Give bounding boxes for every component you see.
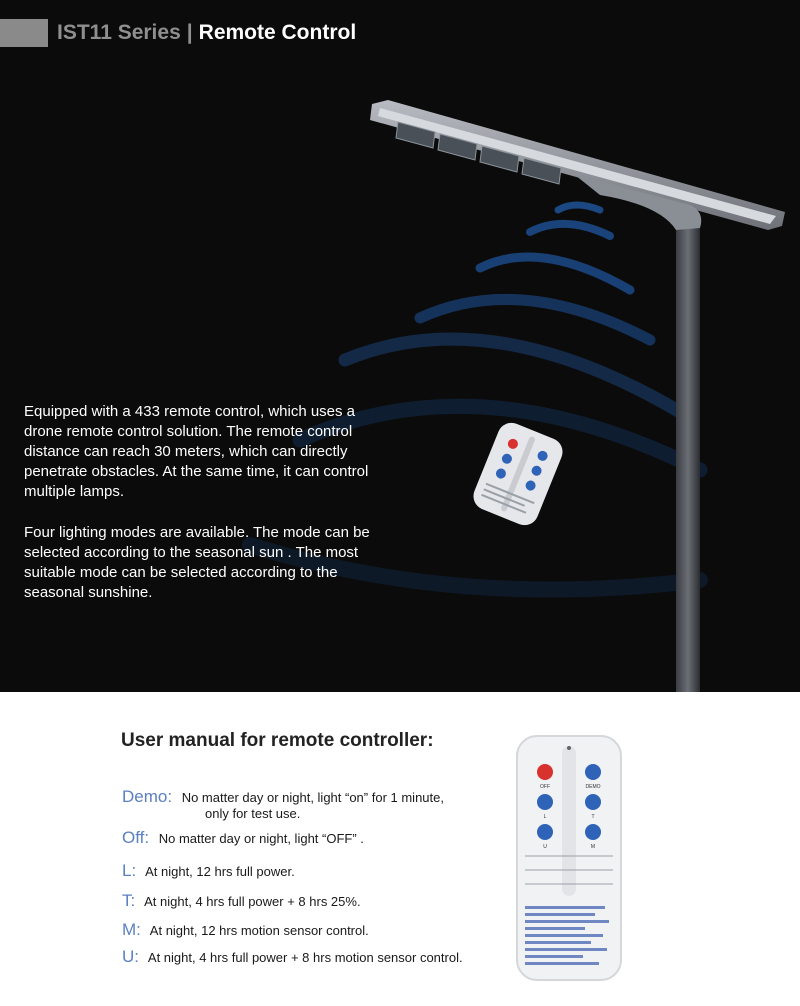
mode-desc: At night, 12 hrs motion sensor control. [149, 923, 369, 938]
mode-off [122, 828, 364, 848]
mode-desc: No matter day or night, light “OFF” . [158, 831, 364, 846]
mode-key: Demo: [122, 787, 173, 806]
manual-title: User manual for remote controller: [121, 730, 434, 751]
remote-button-label: T [591, 814, 595, 820]
t-button [585, 794, 601, 810]
remote-button-label: M [590, 844, 596, 850]
mode-demo [122, 787, 444, 821]
manual-section [0, 692, 800, 1006]
mode-key: L: [122, 861, 137, 880]
remote-button-label: L [543, 814, 547, 820]
l-button [537, 794, 553, 810]
mode-t [122, 891, 361, 911]
mode-m [122, 920, 369, 940]
mode-key: M: [122, 920, 141, 939]
off-button [537, 764, 553, 780]
mode-key: U: [122, 947, 139, 966]
remote-controller-diagram [515, 734, 623, 982]
mode-desc: At night, 4 hrs full power + 8 hrs motion sensor control. [147, 950, 463, 965]
mode-desc: At night, 12 hrs full power. [145, 864, 295, 879]
u-button [537, 824, 553, 840]
mode-u [122, 947, 463, 967]
m-button [585, 824, 601, 840]
mode-desc: No matter day or night, light “on” for 1 minute, [181, 790, 444, 805]
mode-key: T: [122, 891, 136, 910]
remote-button-label: OFF [540, 784, 550, 790]
mode-desc: At night, 4 hrs full power + 8 hrs 25%. [144, 894, 361, 909]
intro-paragraph-2: Four lighting modes are available. The mode can be selected according to the seasonal sun . The most suitable mode can be selected according to the seasonal sunshine. [24, 524, 370, 601]
series-label: IST11 Series [57, 21, 181, 44]
remote-button-label: DEMO [585, 784, 601, 790]
mode-key: Off: [122, 828, 150, 847]
mode-l [122, 861, 295, 881]
mode-desc-line2: only for test use. [205, 806, 301, 821]
demo-button [585, 764, 601, 780]
title-separator: | [186, 21, 193, 44]
remote-button-label: U [543, 844, 547, 850]
intro-paragraph-1: Equipped with a 433 remote control, which uses a drone remote control solution. The remote control distance can reach 30 meters, which can directly penetrate obstacles. At the same time, it can control multiple lamps. [24, 403, 369, 500]
title-label: Remote Control [198, 21, 357, 44]
